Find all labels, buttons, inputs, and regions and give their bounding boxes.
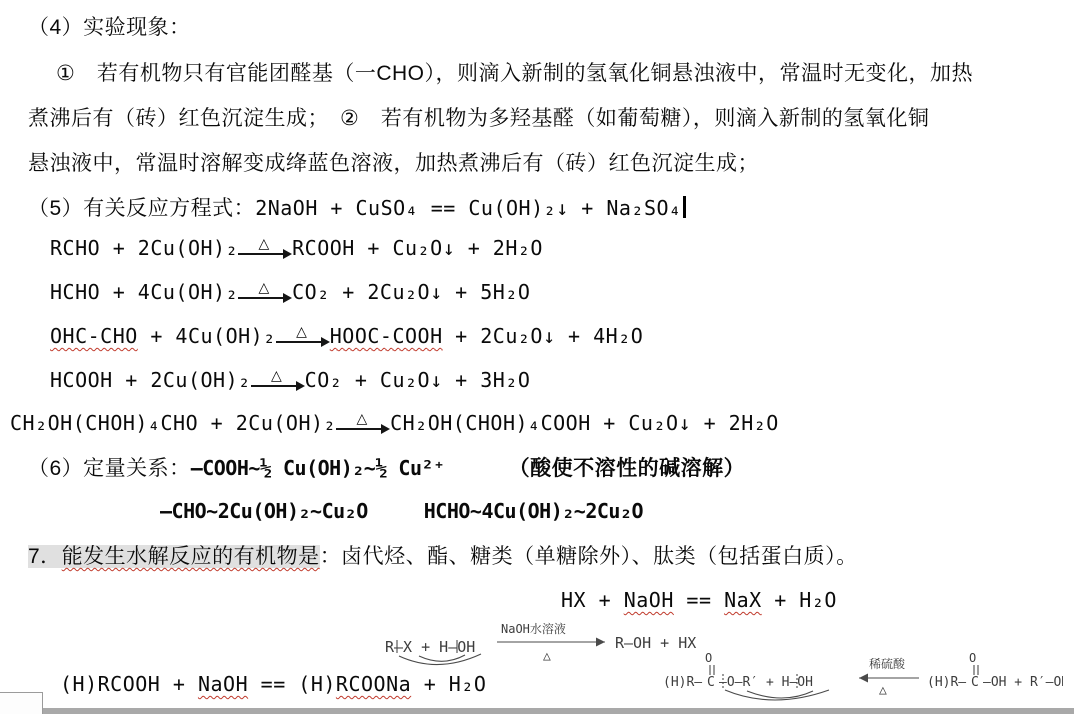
reaction-arrow (336, 410, 388, 430)
hx-part: HX + (561, 588, 624, 612)
arrow-shaft (336, 428, 388, 430)
equation-glucose-left: CH₂OH(CHOH)₄CHO + 2Cu(OH)₂ (10, 411, 337, 435)
ester-right-oxygen: O (969, 651, 977, 665)
arrow-head (596, 638, 605, 647)
text-cursor (683, 196, 686, 218)
section-5-heading (28, 195, 686, 222)
arrow-shaft (251, 385, 303, 387)
arrow-shaft (238, 297, 290, 299)
equation-hcooh-right: CO₂ + Cu₂O↓ + 3H₂O (304, 368, 531, 392)
ester-left-carbon: C (707, 675, 715, 690)
item-7-highlighted-phrase: 能发生水解反应的有机物是 (61, 545, 320, 568)
equation-rcooh-naoh (60, 672, 486, 696)
delta-condition: △ (296, 323, 308, 340)
item-7-heading (28, 543, 858, 570)
reaction-arrow (238, 235, 290, 255)
equation-rcho (50, 236, 543, 260)
arrow-shaft (276, 341, 328, 343)
section-6-heading (28, 455, 745, 482)
ester-right-g3: (H)R— (927, 675, 967, 690)
equation-glucose-right: CH₂OH(CHOH)₄COOH + Cu₂O↓ + 2H₂O (390, 411, 779, 435)
h2o-part: + H₂O (761, 588, 837, 612)
equals-part: == (H) (248, 672, 336, 696)
section-4-text: （4）实验现象： (28, 16, 191, 39)
delta-condition: △ (258, 279, 270, 296)
naoh-token: NaOH (197, 672, 249, 696)
equation-glucose (10, 411, 779, 435)
delta-condition: △ (271, 367, 283, 384)
ester-left-g2: —O—R′ + H—OH (719, 675, 813, 690)
reaction-arrow (276, 323, 328, 343)
item-7-number: 7． (28, 545, 62, 568)
equation-hcooh (50, 368, 530, 392)
ester-right-carbon: C (971, 675, 979, 690)
cho-relations-line (160, 499, 643, 523)
ester-left-g1: (H)R— (663, 675, 703, 690)
paragraph-line-1-text: ① 若有机物只有官能团醛基（一CHO），则滴入新制的氢氧化铜悬浊液中，常温时无变化，加热 (56, 62, 973, 85)
naoh-token: NaOH (623, 588, 674, 612)
ester-reaction-sketch (663, 648, 1063, 713)
sketch-right-formula: R—OH + HX (615, 634, 697, 652)
sketch-left-formula: R—X + H—OH (385, 638, 476, 656)
naoh-cuso4-equation: 2NaOH + CuSO₄ == Cu(OH)₂↓ + Na₂SO₄ (255, 196, 682, 220)
equation-ohc-left-rest: + 4Cu(OH)₂ (137, 324, 276, 348)
cho-relation: —CHO~2Cu(OH)₂~Cu₂O (160, 499, 368, 523)
equation-hcho (50, 280, 530, 304)
paragraph-line-3-text: 悬浊液中，常温时溶解变成绛蓝色溶液，加热煮沸后有（砖）红色沉淀生成； (28, 152, 759, 175)
equation-ohc-cho (50, 324, 643, 348)
paragraph-line-1 (56, 60, 973, 87)
rcoona-token: RCOONa (335, 672, 412, 696)
paragraph-line-2-text: 煮沸后有（砖）红色沉淀生成； ② 若有机物为多羟基醛（如葡萄糖），则滴入新制的氢氧化铜 (28, 107, 930, 130)
reaction-arrow (251, 367, 303, 387)
reaction-arrow (238, 279, 290, 299)
arrow-head-left (859, 674, 868, 683)
ester-sketch-svg (663, 648, 1063, 708)
acid-note: （酸使不溶性的碱溶解） (508, 457, 746, 480)
nax-token: NaX (724, 588, 762, 612)
paragraph-line-3 (28, 150, 759, 177)
equation-ohc-right-rest: + 2Cu₂O↓ + 4H₂O (442, 324, 644, 348)
page-bottom-edge (18, 708, 1074, 714)
equals-part: == (673, 588, 725, 612)
section-4-heading (28, 14, 191, 41)
section-5-label: （5）有关反应方程式： (28, 197, 256, 220)
equation-rcho-right: RCOOH + Cu₂O↓ + 2H₂O (292, 236, 543, 260)
equation-hx-naoh (561, 588, 837, 612)
arrow-condition-above: 稀硫酸 (869, 657, 906, 671)
equation-rcho-left: RCHO + 2Cu(OH)₂ (50, 236, 239, 260)
item-7-rest: ：卤代烃、酯、糖类（单糖除外）、肽类（包括蛋白质）。 (319, 545, 858, 568)
equation-hcho-left: HCHO + 4Cu(OH)₂ (50, 280, 239, 304)
ester-left-oxygen: O (705, 651, 713, 665)
hooc-cooh-token: HOOC-COOH (329, 324, 443, 348)
arrow-condition-above: NaOH水溶液 (501, 622, 566, 636)
ohc-cho-token: OHC-CHO (50, 324, 138, 348)
paragraph-line-2 (28, 105, 929, 132)
delta-condition: △ (356, 410, 368, 427)
cooh-relation: —COOH~½ Cu(OH)₂~½ Cu²⁺ (190, 456, 445, 480)
bottom-left-corner-box (0, 692, 43, 714)
arrow-condition-below: △ (543, 649, 551, 664)
h2o-part: + H₂O (411, 672, 487, 696)
linking-arc (725, 690, 829, 700)
equation-hcooh-left: HCOOH + 2Cu(OH)₂ (50, 368, 251, 392)
delta-condition: △ (258, 235, 270, 252)
arrow-shaft (238, 253, 290, 255)
equation-hcho-right: CO₂ + 2Cu₂O↓ + 5H₂O (292, 280, 531, 304)
ester-right-g4: —OH + R′—OH (983, 675, 1063, 690)
section-6-label: （6）定量关系： (28, 457, 191, 480)
rcooh-part: (H)RCOOH + (60, 672, 198, 696)
hcho-relation: HCHO~4Cu(OH)₂~2Cu₂O (423, 499, 644, 523)
arrow-condition-below: △ (879, 683, 887, 698)
